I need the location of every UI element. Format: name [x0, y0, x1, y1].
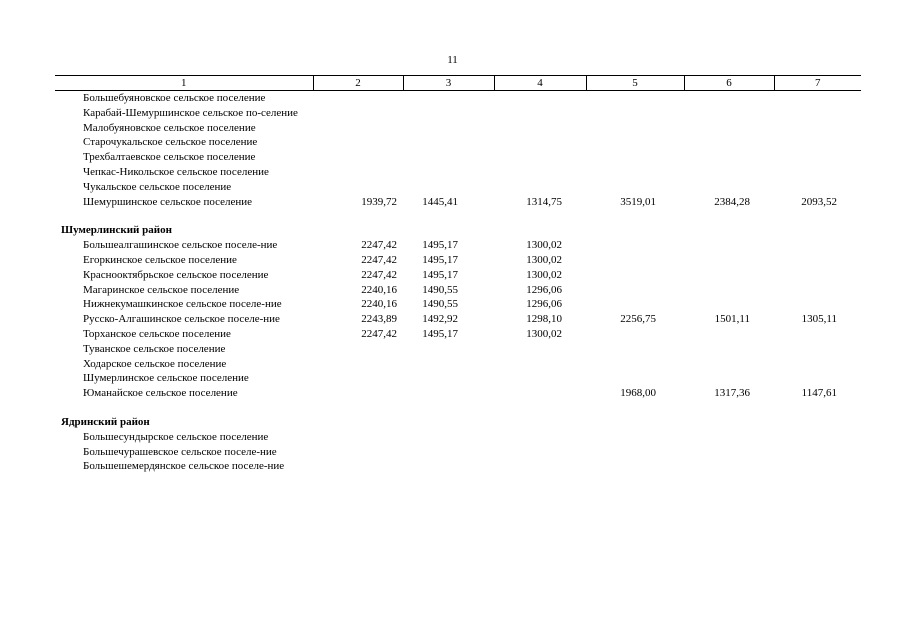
value-cell-col-5: [586, 91, 684, 106]
value-cell-col-6: [684, 357, 774, 372]
value-cell-col-7: [774, 165, 861, 180]
settlement-name: Краснооктябрьское сельское поселение: [83, 268, 269, 281]
value-cell-col-5: [586, 327, 684, 342]
value-cell-col-2: 2240,16: [361, 283, 397, 296]
settlement-name: Шумерлинское сельское поселение: [83, 372, 249, 385]
value-cell-col-5: [586, 135, 684, 150]
value-cell-col-4: [494, 121, 586, 136]
table-row: [55, 327, 861, 342]
value-cell-col-6: [684, 180, 774, 195]
table-row: [55, 283, 861, 298]
value-cell-col-6: 1317,36: [714, 387, 750, 400]
value-cell-col-6: [684, 135, 774, 150]
settlement-name-cell: [55, 357, 313, 372]
value-cell-col-4: [494, 165, 586, 180]
value-cell-col-3: [403, 430, 494, 445]
column-header-2: 2: [313, 76, 403, 91]
value-cell-col-7: [774, 283, 861, 298]
value-cell-col-3: [403, 106, 494, 121]
value-cell-col-5: [586, 121, 684, 136]
value-cell-col-2: [313, 342, 403, 357]
settlement-name-cell: [55, 268, 313, 283]
table-row: [55, 91, 861, 106]
settlement-name-cell: [55, 238, 313, 253]
value-cell-col-5: 3519,01: [620, 195, 656, 208]
district-row: [55, 209, 861, 238]
value-cell-col-4: [494, 150, 586, 165]
value-cell-col-7: 1147,61: [801, 387, 837, 400]
value-cell-col-2: 2247,42: [361, 239, 397, 252]
value-cell-col-4: 1300,02: [526, 327, 562, 340]
table-row: [55, 386, 861, 401]
value-cell-col-3: 1495,17: [422, 239, 458, 252]
table-row: [55, 121, 861, 136]
settlement-name-cell: [55, 180, 313, 195]
value-cell-col-5: [586, 283, 684, 298]
value-cell-col-2: [313, 135, 403, 150]
value-cell-col-2: [313, 386, 403, 401]
value-cell-col-7: [774, 327, 861, 342]
value-cell-col-6: [684, 342, 774, 357]
settlement-name-cell: [55, 91, 313, 106]
value-cell-col-6: [684, 297, 774, 312]
value-cell-col-5: [586, 445, 684, 460]
value-cell-col-6: [684, 150, 774, 165]
value-cell-col-6: [684, 121, 774, 136]
value-cell-col-2: 2240,16: [361, 298, 397, 311]
table-row: [55, 238, 861, 253]
value-cell-col-5: [586, 180, 684, 195]
value-cell-col-6: 1501,11: [714, 313, 750, 326]
value-cell-col-7: [774, 135, 861, 150]
settlement-name-cell: [55, 165, 313, 180]
value-cell-col-6: [684, 106, 774, 121]
column-number-row: [55, 76, 861, 91]
value-cell-col-3: [403, 445, 494, 460]
value-cell-col-7: [774, 253, 861, 268]
value-cell-col-5: [586, 165, 684, 180]
district-heading: [55, 401, 861, 430]
value-cell-col-2: [313, 150, 403, 165]
value-cell-col-4: [494, 135, 586, 150]
value-cell-col-7: [774, 445, 861, 460]
value-cell-col-7: [774, 342, 861, 357]
value-cell-col-7: [774, 91, 861, 106]
district-name: Ядринский район: [61, 415, 150, 428]
settlement-name-cell: [55, 106, 313, 121]
table-row: [55, 342, 861, 357]
table-row: [55, 357, 861, 372]
table-row: [55, 430, 861, 445]
page-number: 11: [447, 54, 458, 66]
table-row: [55, 253, 861, 268]
settlement-name-cell: [55, 297, 313, 312]
value-cell-col-4: [494, 342, 586, 357]
value-cell-col-3: 1495,17: [422, 268, 458, 281]
settlement-name-cell: [55, 312, 313, 327]
column-header-6: 6: [684, 76, 774, 91]
table-row: [55, 459, 861, 474]
value-cell-col-5: [586, 297, 684, 312]
settlement-name: Старочукальское сельское поселение: [83, 136, 258, 149]
value-cell-col-3: 1492,92: [422, 313, 458, 326]
settlement-name-cell: [55, 459, 313, 474]
settlement-name: Туванское сельское поселение: [83, 342, 226, 355]
value-cell-col-7: [774, 430, 861, 445]
value-cell-col-6: [684, 165, 774, 180]
column-header-7: 7: [774, 76, 861, 91]
value-cell-col-3: 1490,55: [422, 298, 458, 311]
table-row: [55, 180, 861, 195]
value-cell-col-5: [586, 371, 684, 386]
value-cell-col-2: 2247,42: [361, 268, 397, 281]
value-cell-col-4: 1296,06: [526, 283, 562, 296]
value-cell-col-7: [774, 297, 861, 312]
value-cell-col-7: [774, 357, 861, 372]
value-cell-col-3: [403, 357, 494, 372]
district-heading: [55, 209, 861, 238]
value-cell-col-4: [494, 459, 586, 474]
settlement-name: Ходарское сельское поселение: [83, 357, 227, 370]
settlement-name: Чукальское сельское поселение: [83, 180, 232, 193]
value-cell-col-3: [403, 371, 494, 386]
value-cell-col-6: [684, 253, 774, 268]
value-cell-col-6: [684, 430, 774, 445]
value-cell-col-4: [494, 180, 586, 195]
settlement-name-cell: [55, 386, 313, 401]
settlement-name: Большесундырское сельское поселение: [83, 430, 269, 443]
table-body: [55, 91, 861, 475]
table-row: [55, 371, 861, 386]
table-row: [55, 312, 861, 327]
settlement-name: Большешемердянское сельское поселе-ние: [83, 460, 285, 473]
value-cell-col-3: [403, 91, 494, 106]
table-row: [55, 150, 861, 165]
settlement-name: Чепкас-Никольское сельское поселение: [83, 165, 269, 178]
settlement-name: Торханское сельское поселение: [83, 327, 231, 340]
value-cell-col-4: [494, 106, 586, 121]
settlement-name-cell: [55, 430, 313, 445]
value-cell-col-2: [313, 371, 403, 386]
value-cell-col-2: [313, 445, 403, 460]
settlement-name: Малобуяновское сельское поселение: [83, 121, 256, 134]
value-cell-col-4: [494, 430, 586, 445]
value-cell-col-3: [403, 135, 494, 150]
value-cell-col-5: [586, 357, 684, 372]
settlement-name-cell: [55, 135, 313, 150]
district-row: [55, 401, 861, 430]
settlement-name-cell: [55, 283, 313, 298]
value-cell-col-7: [774, 180, 861, 195]
value-cell-col-4: [494, 357, 586, 372]
value-cell-col-2: 2247,42: [361, 327, 397, 340]
value-cell-col-3: [403, 121, 494, 136]
table-row: [55, 445, 861, 460]
table-row: [55, 106, 861, 121]
value-cell-col-2: [313, 459, 403, 474]
value-cell-col-4: [494, 445, 586, 460]
settlement-name-cell: [55, 195, 313, 210]
settlement-name: Шемуршинское сельское поселение: [83, 195, 253, 208]
value-cell-col-7: [774, 268, 861, 283]
value-cell-col-7: [774, 121, 861, 136]
value-cell-col-5: [586, 342, 684, 357]
value-cell-col-6: [684, 445, 774, 460]
value-cell-col-4: [494, 91, 586, 106]
value-cell-col-3: 1495,17: [422, 327, 458, 340]
value-cell-col-4: 1298,10: [526, 313, 562, 326]
value-cell-col-5: [586, 150, 684, 165]
settlement-name: Нижнекумашкинское сельское поселе-ние: [83, 298, 282, 311]
value-cell-col-3: 1445,41: [422, 195, 458, 208]
value-cell-col-7: [774, 459, 861, 474]
settlement-name: Большечурашевское сельское поселе-ние: [83, 445, 277, 458]
value-cell-col-2: [313, 121, 403, 136]
value-cell-col-6: [684, 283, 774, 298]
settlement-name: Егоркинское сельское поселение: [83, 253, 237, 266]
value-cell-col-2: [313, 165, 403, 180]
value-cell-col-4: 1300,02: [526, 239, 562, 252]
value-cell-col-6: [684, 459, 774, 474]
column-header-5: 5: [586, 76, 684, 91]
settlement-name-cell: [55, 150, 313, 165]
value-cell-col-5: [586, 238, 684, 253]
value-cell-col-2: [313, 91, 403, 106]
value-cell-col-2: 2243,89: [361, 313, 397, 326]
settlement-name: Карабай-Шемуршинское сельское по-селение: [83, 106, 298, 119]
settlement-name-cell: [55, 121, 313, 136]
value-cell-col-5: [586, 430, 684, 445]
table-row: [55, 297, 861, 312]
value-cell-col-3: [403, 150, 494, 165]
table-row: [55, 268, 861, 283]
table-row: [55, 195, 861, 210]
value-cell-col-3: [403, 165, 494, 180]
settlement-name-cell: [55, 253, 313, 268]
settlement-name: Трехбалтаевское сельское поселение: [83, 151, 256, 164]
value-cell-col-4: 1314,75: [526, 195, 562, 208]
value-cell-col-3: [403, 386, 494, 401]
column-header-4: 4: [494, 76, 586, 91]
settlement-name-cell: [55, 445, 313, 460]
value-cell-col-6: [684, 268, 774, 283]
settlement-name: Большеалгашинское сельское поселе-ние: [83, 239, 278, 252]
value-cell-col-5: [586, 106, 684, 121]
value-cell-col-2: [313, 430, 403, 445]
settlement-name: Магаринское сельское поселение: [83, 283, 240, 296]
settlement-name: Русско-Алгашинское сельское поселе-ние: [83, 313, 280, 326]
value-cell-col-3: 1495,17: [422, 253, 458, 266]
value-cell-col-4: [494, 386, 586, 401]
table-row: [55, 135, 861, 150]
value-cell-col-4: [494, 371, 586, 386]
value-cell-col-2: [313, 357, 403, 372]
settlement-name-cell: [55, 342, 313, 357]
value-cell-col-7: [774, 371, 861, 386]
value-cell-col-2: 1939,72: [361, 195, 397, 208]
value-cell-col-3: [403, 459, 494, 474]
value-cell-col-3: 1490,55: [422, 283, 458, 296]
value-cell-col-6: [684, 371, 774, 386]
value-cell-col-6: [684, 91, 774, 106]
column-header-3: 3: [403, 76, 494, 91]
value-cell-col-5: [586, 459, 684, 474]
value-cell-col-7: [774, 106, 861, 121]
value-cell-col-5: 2256,75: [620, 313, 656, 326]
value-cell-col-2: [313, 180, 403, 195]
value-cell-col-7: 2093,52: [801, 195, 837, 208]
value-cell-col-5: 1968,00: [620, 387, 656, 400]
value-cell-col-6: [684, 238, 774, 253]
settlement-name: Юманайское сельское поселение: [83, 387, 238, 400]
value-cell-col-2: [313, 106, 403, 121]
value-cell-col-7: 1305,11: [801, 313, 837, 326]
value-cell-col-4: 1300,02: [526, 253, 562, 266]
value-cell-col-5: [586, 253, 684, 268]
value-cell-col-4: 1296,06: [526, 298, 562, 311]
value-cell-col-3: [403, 342, 494, 357]
value-cell-col-7: [774, 238, 861, 253]
tariff-table: [55, 75, 861, 474]
value-cell-col-6: [684, 327, 774, 342]
value-cell-col-4: 1300,02: [526, 268, 562, 281]
value-cell-col-2: 2247,42: [361, 253, 397, 266]
value-cell-col-5: [586, 268, 684, 283]
value-cell-col-3: [403, 180, 494, 195]
table-row: [55, 165, 861, 180]
column-header-1: 1: [55, 76, 313, 91]
value-cell-col-7: [774, 150, 861, 165]
settlement-name: Большебуяновское сельское поселение: [83, 92, 266, 104]
settlement-name-cell: [55, 327, 313, 342]
settlement-name-cell: [55, 371, 313, 386]
value-cell-col-6: 2384,28: [714, 195, 750, 208]
district-name: Шумерлинский район: [61, 224, 172, 237]
